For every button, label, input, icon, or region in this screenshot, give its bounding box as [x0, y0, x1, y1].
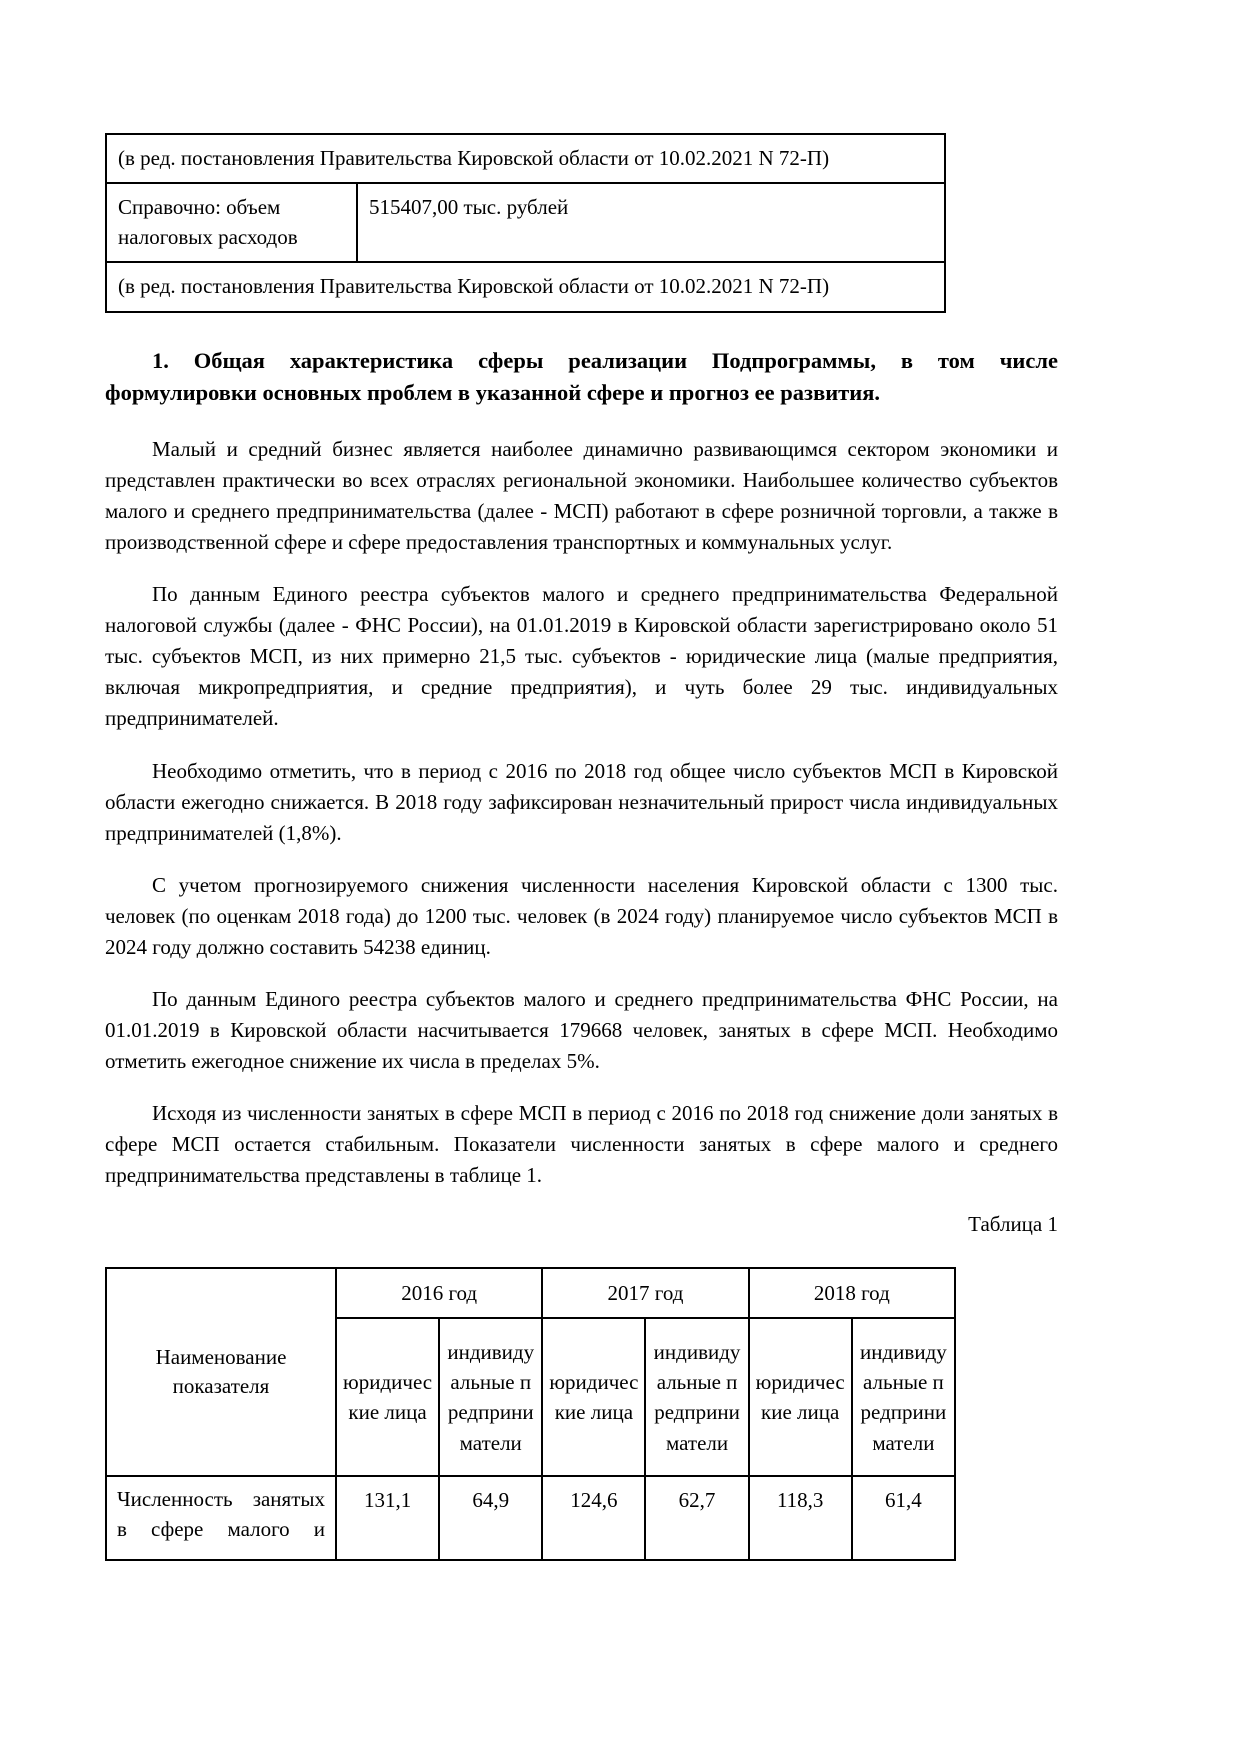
subheader-legal-2016: юридические лица: [336, 1318, 439, 1476]
value-individual-2017: 62,7: [645, 1476, 748, 1560]
header-year-2016: 2016 год: [336, 1268, 542, 1318]
row-indicator-label: Численность занятых в сфере малого и: [106, 1476, 336, 1560]
value-individual-2018: 61,4: [852, 1476, 955, 1560]
paragraph-5: По данным Единого реестра субъектов малого и среднего предпринимательства ФНС России, на 01.01.2019 в Кировской области насчитывается 179668 человек, занятых в сфере МСП. Необходимо отметить ежегодное снижение их числа в пределах 5%.: [105, 986, 1058, 1074]
header-year-2018: 2018 год: [749, 1268, 955, 1318]
paragraph-1: Малый и средний бизнес является наиболее динамично развивающимся сектором экономики и представлен практически во всех отраслях региональной экономики. Наибольшее количество субъектов малого и среднего предпринимательства (далее - МСП) работают в сфере розничной торговли, а также в производственной сфере и сфере предоставления транспортных и коммунальных услуг.: [105, 436, 1058, 555]
table-row: [106, 262, 945, 311]
subheader-legal-2017: юридические лица: [542, 1318, 645, 1476]
paragraph-3: Необходимо отметить, что в период с 2016 по 2018 год общее число субъектов МСП в Кировской области ежегодно снижается. В 2018 году зафиксирован незначительный прирост числа индивидуальных предпринимателей (1,8%).: [105, 758, 1058, 845]
subheader-legal-2018: юридические лица: [749, 1318, 852, 1476]
table-row-data: [106, 1476, 955, 1560]
header-year-2017: 2017 год: [542, 1268, 748, 1318]
table-caption: Таблица 1: [968, 1212, 1058, 1237]
paragraph-2: По данным Единого реестра субъектов малого и среднего предпринимательства Федеральной налоговой службы (далее - ФНС России), на 01.01.2019 в Кировской области зарегистрировано около 51 тыс. субъектов МСП, из них примерно 21,5 тыс. субъектов - юридические лица (малые предприятия, включая микропредприятия, и средние предприятия), и чуть более 29 тыс. индивидуальных предпринимателей.: [105, 582, 1058, 731]
section-heading: 1. Общая характеристика сферы реализации Подпрограммы, в том числе формулировки основных проблем в указанной сфере и прогноз ее развития.: [105, 347, 1058, 406]
paragraph-4: С учетом прогнозируемого снижения численности населения Кировской области с 1300 тыс. человек (по оценкам 2018 года) до 1200 тыс. человек (в 2024 году) планируемое число субъектов МСП в 2024 году должно составить 54238 единиц.: [105, 872, 1058, 959]
amendment-note-bottom: (в ред. постановления Правительства Кировской области от 10.02.2021 N 72-П): [106, 262, 945, 311]
table-row-years: [106, 1268, 955, 1318]
table-row: [106, 183, 945, 262]
subheader-individual-2018: индивидуальные предприниматели: [852, 1318, 955, 1476]
value-legal-2017: 124,6: [542, 1476, 645, 1560]
employment-table: [105, 1267, 956, 1561]
reference-value: 515407,00 тыс. рублей: [357, 183, 945, 262]
paragraph-6: Исходя из численности занятых в сфере МСП в период с 2016 по 2018 год снижение доли занятых в сфере МСП остается стабильным. Показатели численности занятых в сфере малого и среднего предпринимательства представлены в таблице 1.: [105, 1101, 1058, 1188]
subheader-individual-2016: индивидуальные предприниматели: [439, 1318, 542, 1476]
value-individual-2016: 64,9: [439, 1476, 542, 1560]
amendment-note-top: (в ред. постановления Правительства Кировской области от 10.02.2021 N 72-П): [106, 134, 945, 183]
subheader-individual-2017: индивидуальные предприниматели: [645, 1318, 748, 1476]
reference-table: [105, 133, 946, 313]
value-legal-2018: 118,3: [749, 1476, 852, 1560]
reference-label: Справочно: объем налоговых расходов: [106, 183, 357, 262]
table-row: [106, 134, 945, 183]
header-indicator-name: Наименование показателя: [106, 1268, 336, 1476]
value-legal-2016: 131,1: [336, 1476, 439, 1560]
